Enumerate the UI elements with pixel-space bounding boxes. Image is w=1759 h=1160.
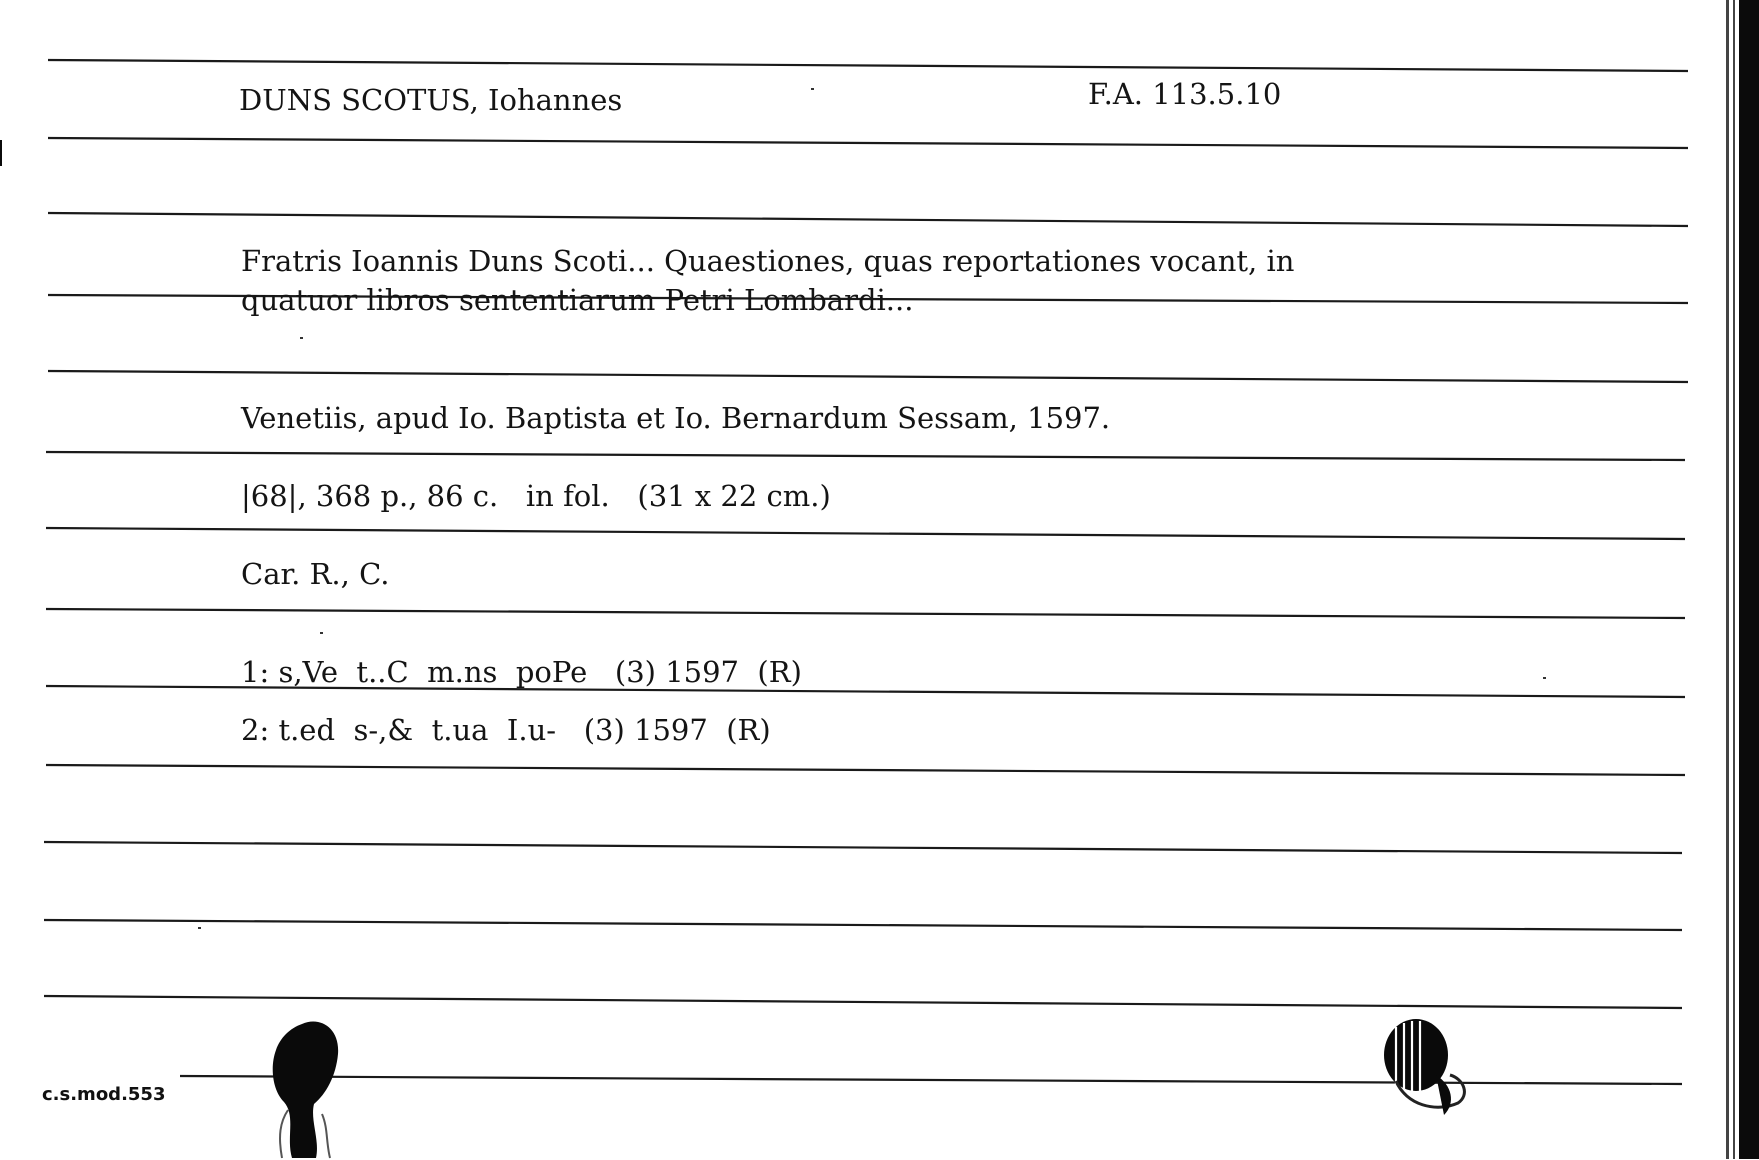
rule-line — [48, 213, 1688, 226]
rule-line — [44, 920, 1682, 930]
title-line-1: Fratris Ioannis Duns Scoti... Quaestiones, quas reportationes vocant, in — [241, 244, 1295, 278]
fingerprint-2: 2: t.ed s-,& t.ua I.u- (3) 1597 (R) — [241, 713, 771, 747]
punch-hole-left — [262, 1010, 352, 1160]
collation: |68|, 368 p., 86 c. in fol. (31 x 22 cm.) — [241, 479, 831, 513]
imprint: Venetiis, apud Io. Baptista et Io. Bernardum Sessam, 1597. — [241, 401, 1111, 435]
card-edge-shadow — [1733, 0, 1735, 1159]
rule-line — [48, 60, 1688, 71]
title-line-2: quatuor libros sententiarum Petri Lombardi... — [241, 283, 914, 317]
speck — [1543, 677, 1546, 679]
rule-line — [48, 371, 1688, 382]
rule-line — [46, 765, 1685, 775]
rule-line — [46, 452, 1685, 460]
speck — [320, 632, 323, 634]
rule-line — [44, 996, 1682, 1008]
speck — [198, 927, 201, 929]
rule-line — [44, 842, 1682, 853]
fingerprint-1: 1: s,Ve t..C m.ns poPe (3) 1597 (R) — [241, 655, 802, 689]
typography-note: Car. R., C. — [241, 557, 390, 591]
rule-line — [48, 138, 1688, 148]
speck — [300, 337, 303, 339]
card-edge-mark — [0, 140, 2, 166]
shelfmark: F.A. 113.5.10 — [1088, 77, 1282, 111]
card-edge-shadow — [1739, 0, 1759, 1159]
form-code: c.s.mod.553 — [42, 1084, 166, 1105]
rule-line — [46, 609, 1685, 618]
punch-hole-right — [1366, 1015, 1478, 1125]
rule-line — [46, 528, 1685, 539]
author-heading: DUNS SCOTUS, Iohannes — [239, 83, 623, 117]
speck — [811, 88, 814, 90]
card-edge-shadow — [1726, 0, 1729, 1159]
